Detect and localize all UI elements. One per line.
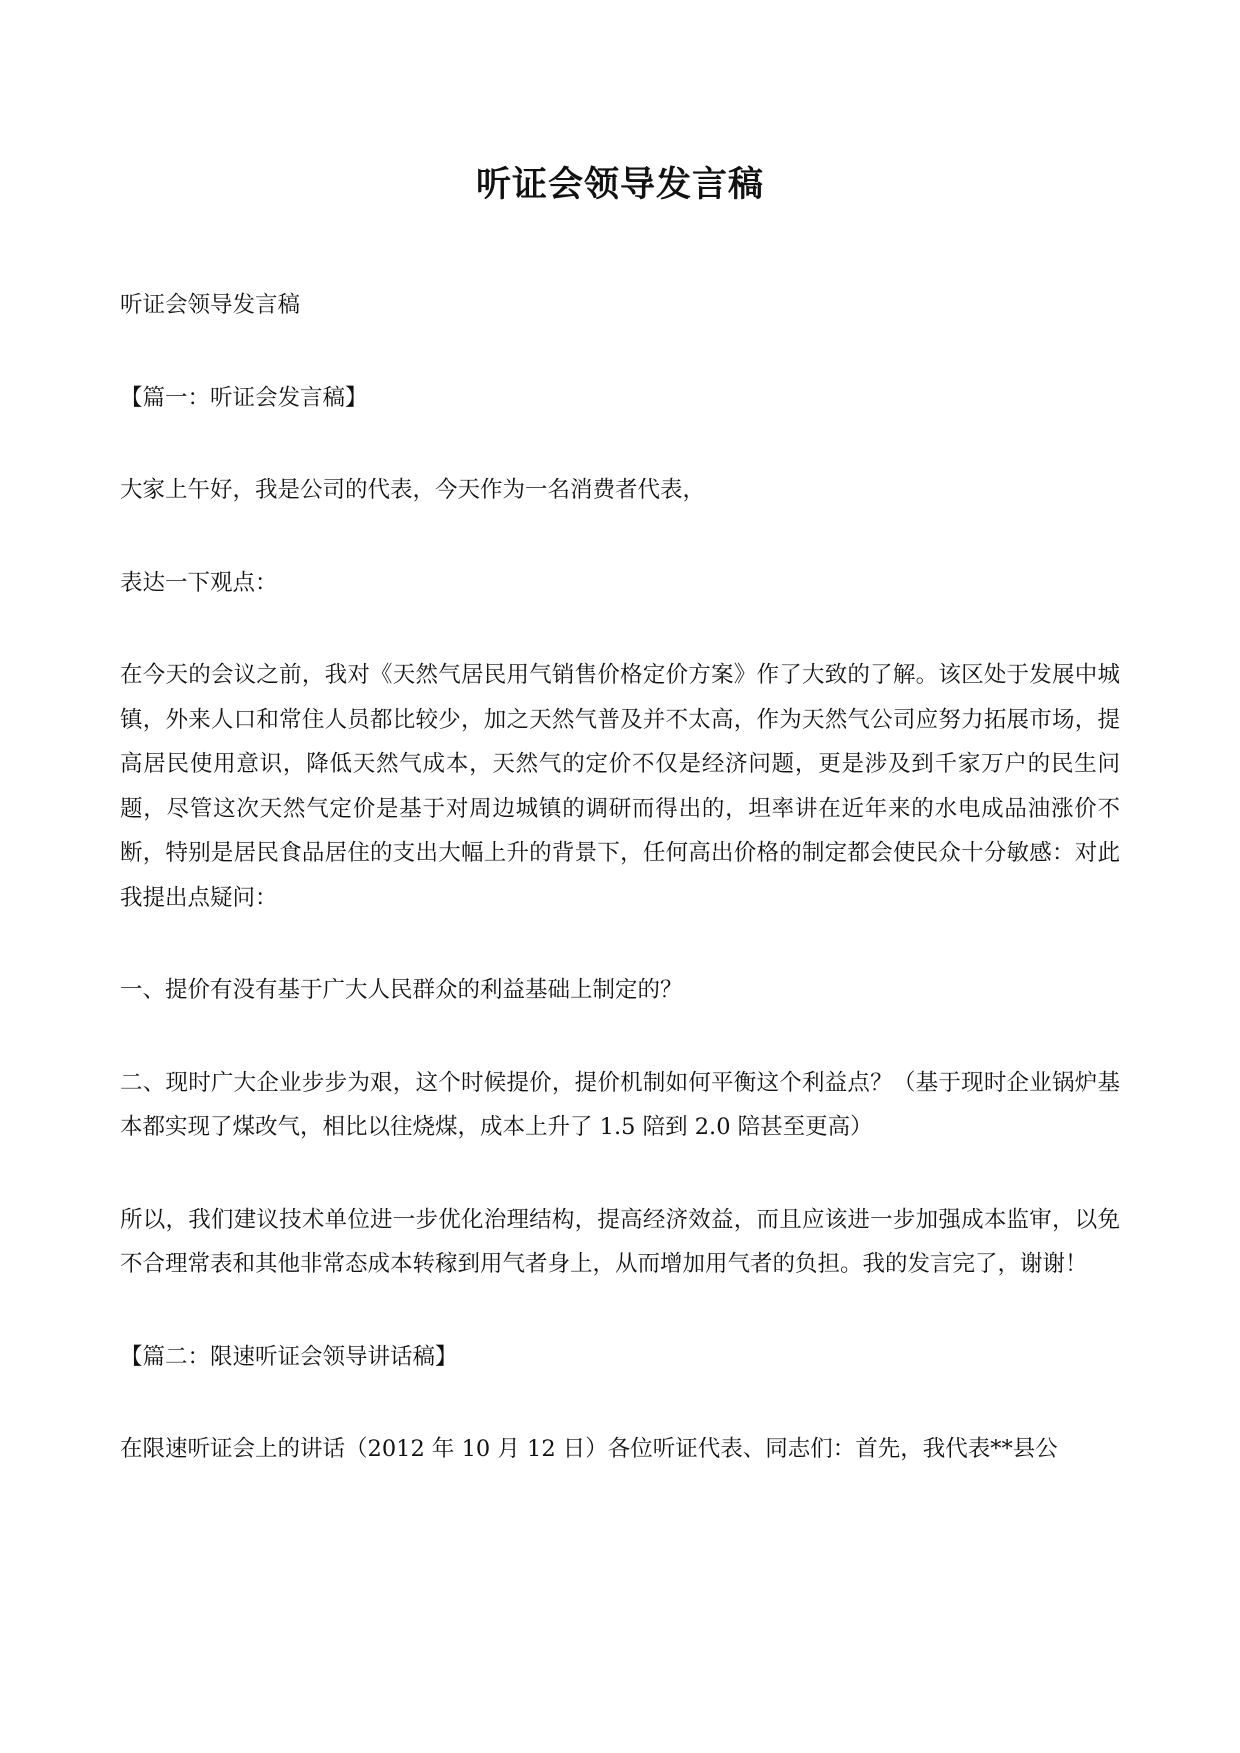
conclusion-paragraph: 所以，我们建议技术单位进一步优化治理结构，提高经济效益，而且应该进一步加强成本监审，以免不合理常表和其他非常态成本转稼到用气者身上，从而增加用气者的负担。我的发言完了，谢谢！ [120, 1206, 1120, 1277]
question-1-paragraph: 一、提价有没有基于广大人民群众的利益基础上制定的？ [120, 977, 683, 1003]
document-body [120, 283, 1120, 1520]
subtitle-paragraph: 听证会领导发言稿 [120, 292, 301, 318]
intro-paragraph: 表达一下观点： [120, 569, 278, 596]
body-paragraph: 在今天的会议之前，我对《天然气居民用气销售价格定价方案》作了大致的了解。该区处于发展中城镇，外来人口和常住人员都比较少，加之天然气普及并不太高，作为天然气公司应努力拓展市场，提高居民使用意识，降低天然气成本，天然气的定价不仅是经济问题，更是涉及到千家万户的民生问题，尽管这次天然气定价是基于对周边城镇的调研而得出的，坦率讲在近年来的水电成品油涨价不断，特别是居民食品居住的支出大幅上升的背景下，任何高出价格的制定都会使民众十分敏感：对此我提出点疑问： [120, 662, 1120, 911]
section-heading-2: 【篇二：限速听证会领导讲话稿】 [120, 1343, 458, 1370]
speech-opening-paragraph: 在限速听证会上的讲话（2012 年 10 月 12 日）各位听证代表、同志们：首先，我代表**县公 [120, 1436, 1058, 1462]
greeting-paragraph: 大家上午好，我是公司的代表，今天作为一名消费者代表， [120, 477, 706, 503]
document-title: 听证会领导发言稿 [475, 164, 764, 205]
section-heading-1: 【篇一：听证会发言稿】 [120, 384, 368, 411]
question-2-paragraph: 二、现时广大企业步步为艰，这个时候提价，提价机制如何平衡这个利益点？（基于现时企业锅炉基本都实现了煤改气，相比以往烧煤，成本上升了 1.5 陪到 2.0 陪甚至更高） [120, 1069, 1120, 1140]
